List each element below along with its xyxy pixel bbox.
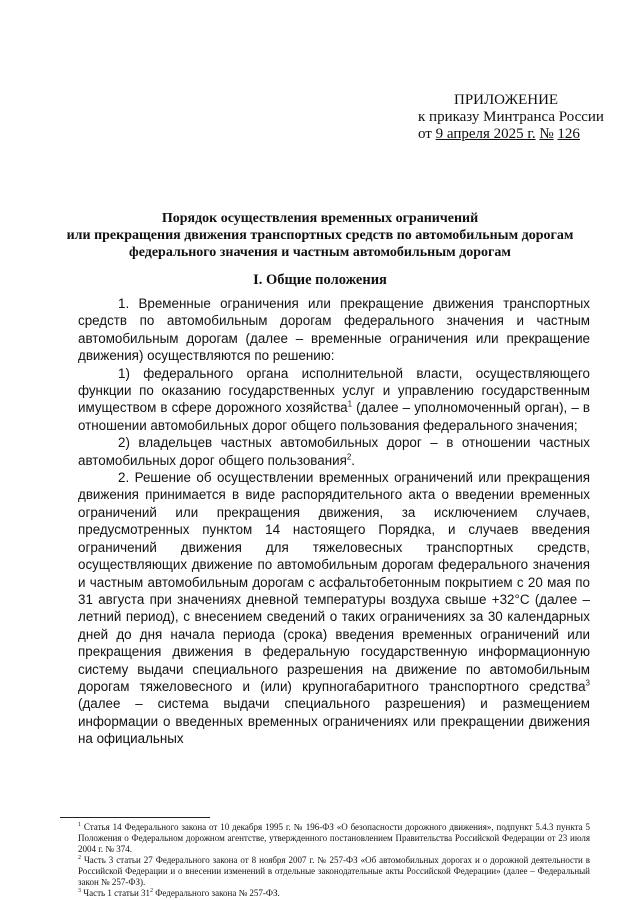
item-2-text-b: . — [351, 452, 356, 468]
footnote-2-number: 2 — [78, 855, 81, 861]
item-2-text-a: 2) владельцев частных автомобильных дорог – в отношении частных автомобильных дорог общего пользования — [78, 435, 590, 468]
footnote-ref-1: 1 — [347, 399, 353, 409]
order-date-number — [418, 126, 618, 143]
from-label: от — [418, 126, 432, 142]
footnote-1-number: 1 — [78, 822, 81, 828]
order-reference: к приказу Минтранса России — [418, 109, 604, 125]
footnote-ref-2: 2 — [346, 452, 352, 462]
heading-line-3: федерального значения и частным автомобильным дорогам — [129, 245, 511, 260]
footnote-1-text: Статья 14 Федерального закона от 10 декабря 1995 г. № 196-ФЗ «О безопасности дорожного движения», подпункт 5.4.3 пункта 5 Положения о Федеральном дорожном агентстве, утвержденного постановлением Правительства Российской Федерации от 23 июля 2004 г. № 374. — [78, 822, 590, 854]
paragraph-1-item-1 — [78, 365, 590, 435]
footnote-2-text: Часть 3 статьи 27 Федерального закона от 8 ноября 2007 г. № 257-ФЗ «Об автомобильных дорогах и о дорожной деятельности в Российской Федерации и о внесении изменений в отдельные законодательные акты Российской Федерации» (далее – Федеральный закон № 257-ФЗ). — [78, 855, 590, 887]
order-date: 9 апреля 2025 г. — [435, 126, 536, 142]
approval-block — [418, 92, 618, 143]
section-title: I. Общие положения — [253, 272, 387, 288]
footnote-3-number: 3 — [78, 888, 81, 894]
paragraph-1: 1. Временные ограничения или прекращение движения транспортных средств по автомобильным дорогам федерального значения и частным автомобильным дорогам (далее – временные ограничения или прекращение движения) осуществляются по решению: — [78, 296, 590, 364]
document-body — [78, 295, 590, 748]
item-1-text-a: 1) федерального органа исполнительной власти, осуществляющего функции по оказанию государственных услуг и управлению государственным имуществом в сфере дорожного хозяйства — [78, 365, 590, 416]
footnote-3 — [78, 888, 590, 899]
footnotes — [78, 822, 590, 899]
footnote-3-sup: 2 — [150, 888, 154, 894]
footnote-3-text-a: Часть 1 статьи 31 — [81, 888, 151, 898]
footnote-2 — [78, 855, 590, 888]
paragraph-2 — [78, 469, 590, 748]
item-1-text-b: (далее – уполномоченный орган), – в отношении автомобильных дорог общего пользования федерального значения; — [78, 400, 590, 433]
footnote-ref-3: 3 — [585, 678, 590, 688]
paragraph-1-item-2 — [78, 434, 590, 469]
footnote-3-text-b: Федерального закона № 257-ФЗ. — [153, 888, 280, 898]
heading-line-2: или прекращения движения транспортных средств по автомобильным дорогам — [66, 228, 574, 243]
paragraph-2-text-a: 2. Решение об осуществлении временных ограничений или прекращения движения принимается в виде распорядительного акта о введении временных ограничений или прекращения движения, за исключением случаев, предусмотренных пунктом 14 настоящего Порядка, и случаев введения ограничений движения для тяжеловесных транспортных средств, осуществляющих движение по автомобильным дорогам федерального значения и частным автомобильным дорогам с асфальтобетонным покрытием с 20 мая по 31 августа при значениях дневной температуры воздуха свыше +32°С (далее – летний период), с внесением сведений о таких ограничениях за 30 календарных дней до дня начала периода (срока) введения временных ограничений или прекращения движения в федеральную государственную информационную систему выдачи специального разрешения на движение по автомобильным дорогам тяжеловесного и (или) крупногабаритного транспортного средства — [78, 470, 590, 694]
order-number: 126 — [557, 126, 580, 142]
document-heading — [60, 210, 580, 261]
paragraph-2-text-b: (далее – система выдачи специального разрешения) и размещением информации о введенных временных ограничениях или прекращении движения на официальных — [78, 696, 590, 747]
footnote-1 — [78, 822, 590, 855]
appendix-title: ПРИЛОЖЕНИЕ — [454, 92, 559, 108]
number-label: № — [539, 126, 554, 142]
heading-line-1: Порядок осуществления временных ограничений — [161, 211, 479, 226]
footnote-separator — [60, 817, 210, 818]
